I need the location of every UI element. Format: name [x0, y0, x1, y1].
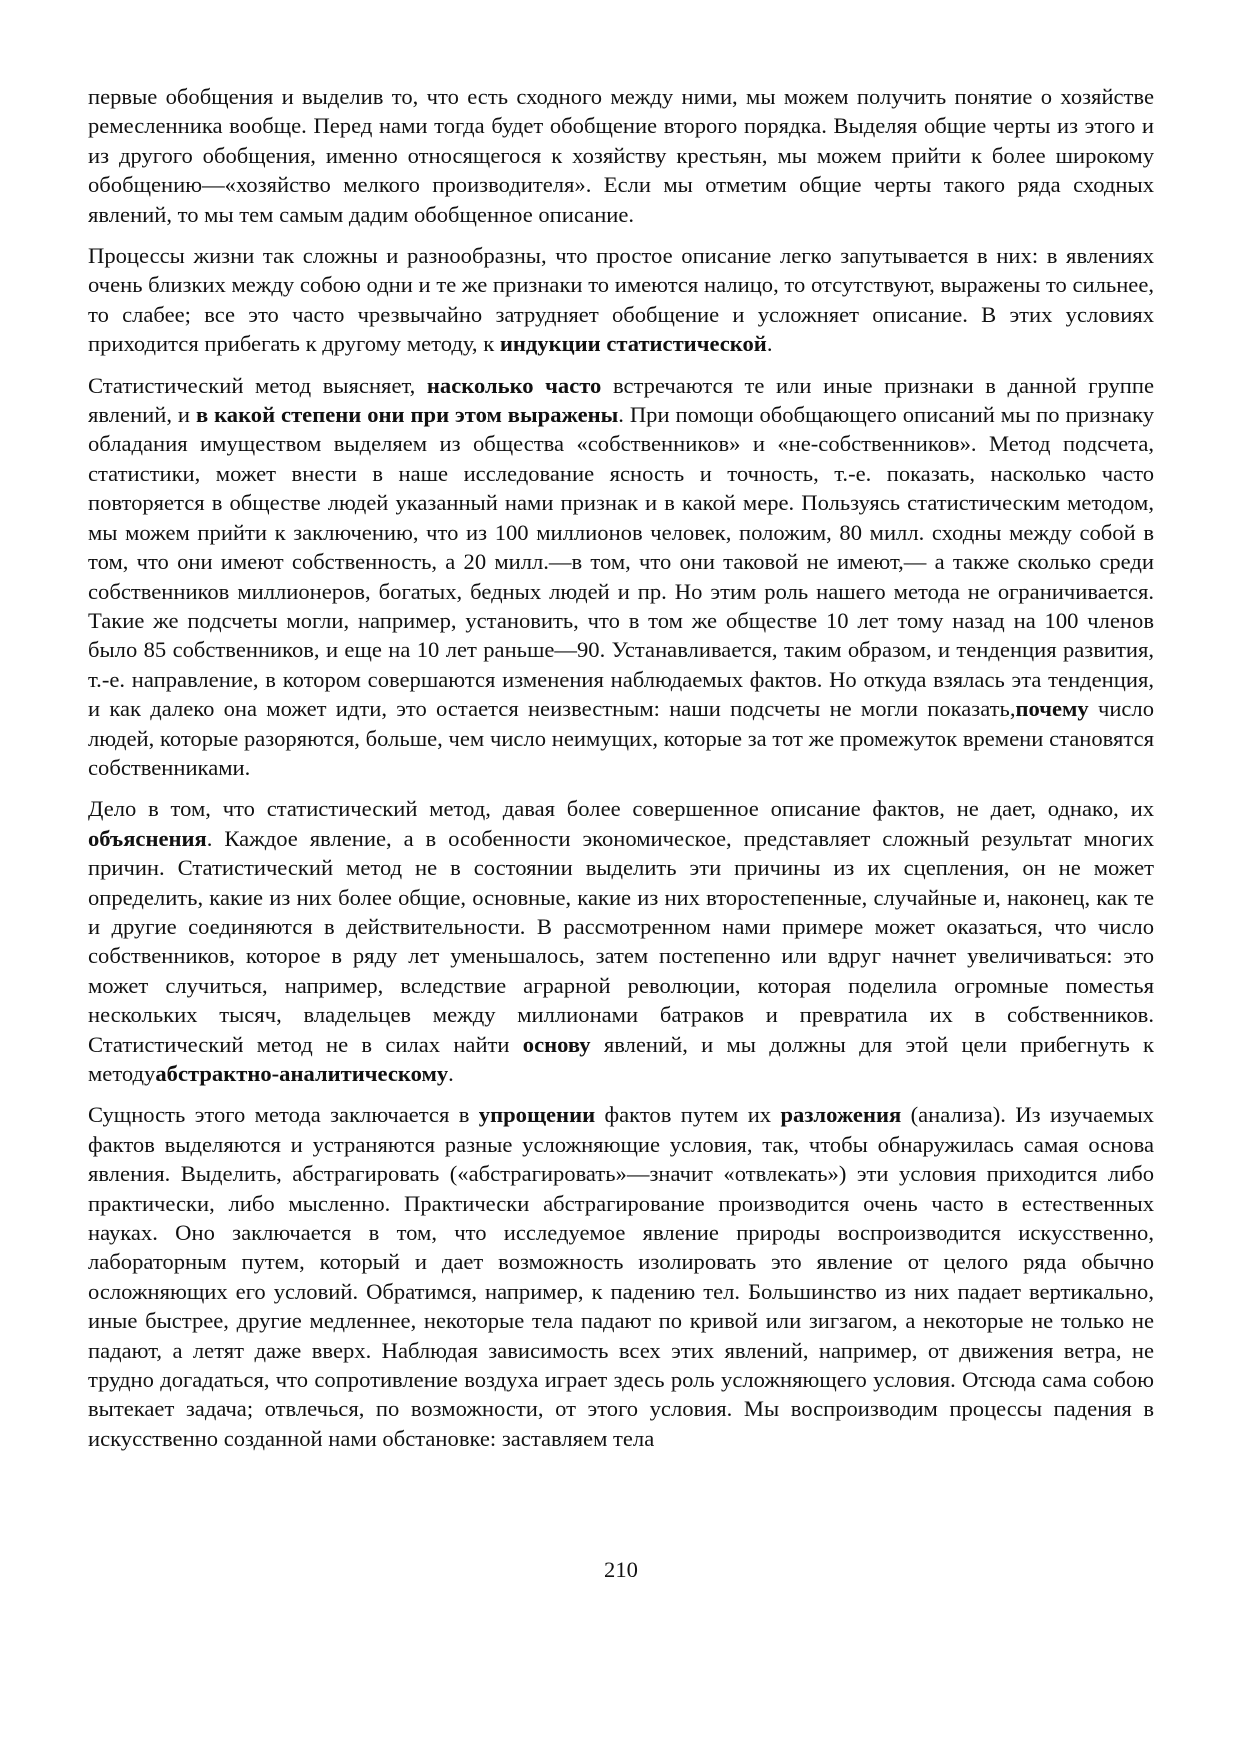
text-run: число людей, которые разоряются, больше, чем число неимущих, которые за тот же промежуток времени становятся собственниками. — [88, 696, 1155, 780]
text-run: фактов путем их — [595, 1102, 781, 1128]
text-run: Сущность этого метода заключается в — [88, 1102, 479, 1128]
bold-term: основу — [522, 1031, 591, 1057]
text-run: явлений, и мы должны для этой цели прибегнуть к методу — [88, 1031, 1154, 1086]
bold-term: абстрактно-аналитическому — [155, 1061, 449, 1086]
bold-term: объяснения — [88, 825, 207, 851]
text-run: (анализа). Из изучаемых фактов выделяются и устраняются разные усложняющие условия, так, чтобы обнаружилась самая основа явления. Выделить, абстрагировать («абстрагировать»—значит «отвлекать») эти условия приходится либо практически, либо мысленно. Практически абстрагирование производится очень часто в естественных науках. Оно заключается в том, что исследуемое явление природы воспроизводится искусственно, лабораторным путем, который и дает возможность изолировать это явление от целого ряда обычно осложняющих его условий. Обратимся, например, к падению тел. Большинство из них падает вертикально, иные быстрее, другие медленнее, некоторые тела падают по кривой или зигзагом, а некоторые не только не падают, а летят даже вверх. Наблюдая зависимость всех этих явлений, например, от движения ветра, не трудно догадаться, что сопротивление воздуха играет здесь роль усложняющего условия. Отсюда сама собою вытекает задача; отвлечься, по возможности, от этого условия. Мы воспроизводим процессы падения в искусственно созданной нами обстановке: заставляем тела — [88, 1102, 1154, 1451]
bold-term: упрощении — [478, 1102, 596, 1128]
paragraph — [88, 371, 1154, 783]
bold-term: разложения — [780, 1102, 902, 1128]
text-run: первые обобщения и выделив то, что есть сходного между ними, мы можем получить понятие о хозяйстве ремесленника вообще. Перед нами тогда будет обобщение второго порядка. Выделяя общие черты из этого и из другого обобщения, именно относящегося к хозяйству крестьян, мы можем прийти к более широкому обобщению—«хозяйство мелкого производителя». Если мы отметим общие черты такого ряда сходных явлений, то мы тем самым дадим обобщенное описание. — [88, 84, 1154, 227]
text-run: встречаются те или иные признаки в данной группе явлений, и — [88, 372, 1154, 428]
paragraph — [88, 241, 1154, 359]
text-run: . — [448, 1061, 454, 1086]
text-run: Статистический метод выясняет, — [88, 372, 427, 398]
text-run: Дело в том, что статистический метод, давая более совершенное описание фактов, не дает, однако, их — [88, 796, 1154, 822]
bold-term: почему — [1015, 696, 1089, 722]
bold-term: насколько часто — [426, 372, 602, 398]
page-body — [88, 82, 1154, 1465]
text-run: . При помощи обобщающего описаний мы по признаку обладания имуществом выделяем из общества «собственников» и «не-собственников». Метод подсчета, статистики, может внести в наше исследование ясность и точность, т.-е. показать, насколько часто повторяется в обществе людей указанный нами признак и в какой мере. Пользуясь статистическим методом, мы можем прийти к заключению, что из 100 миллионов человек, положим, 80 милл. сходны между собой в том, что они имеют собственность, а 20 милл.—в том, что они таковой не имеют,— а также сколько среди собственников миллионеров, богатых, бедных людей и пр. Но этим роль нашего метода не ограничивается. Такие же подсчеты могли, например, установить, что в том же обществе 10 лет тому назад на 100 членов было 85 собственников, и еще на 10 лет раньше—90. Устанавливается, таким образом, и тенденция развития, т.-е. направление, в котором совершаются изменения наблюдаемых фактов. Но откуда взялась эта тенденция, и как далеко она может идти, это остается неизвестным: наши подсчеты не могли показать, — [88, 402, 1154, 722]
paragraph — [88, 1100, 1154, 1453]
paragraph — [88, 82, 1154, 229]
paragraph — [88, 794, 1154, 1088]
bold-term: индукции статистической — [499, 331, 767, 357]
text-run: . Каждое явление, а в особенности экономическое, представляет сложный результат многих причин. Статистический метод не в состоянии выделить эти причины из их сцепления, он не может определить, какие из них более общие, основные, какие из них второстепенные, случайные и, наконец, как те и другие соединяются в действительности. В рассмотренном нами примере может оказаться, что число собственников, которое в ряду лет уменьшалось, затем постепенно или вдруг начнет увеличиваться: это может случиться, например, вследствие аграрной революции, которая поделила огромные поместья нескольких тысяч, владельцев между миллионами батраков и превратила их в собственников. Статистический метод не в силах найти — [88, 825, 1154, 1057]
bold-term: в какой степени они при этом выражены — [195, 402, 619, 428]
text-run: . — [766, 331, 773, 357]
page-number: 210 — [604, 1557, 638, 1582]
text-run: Процессы жизни так сложны и разнообразны, что простое описание легко запутывается в них: в явлениях очень близких между собою одни и те же признаки то имеются налицо, то отсутствуют, выражены то сильнее, то слабее; все это часто чрезвычайно затрудняет обобщение и усложняет описание. В этих условиях приходится прибегать к другому методу, к — [88, 243, 1154, 357]
